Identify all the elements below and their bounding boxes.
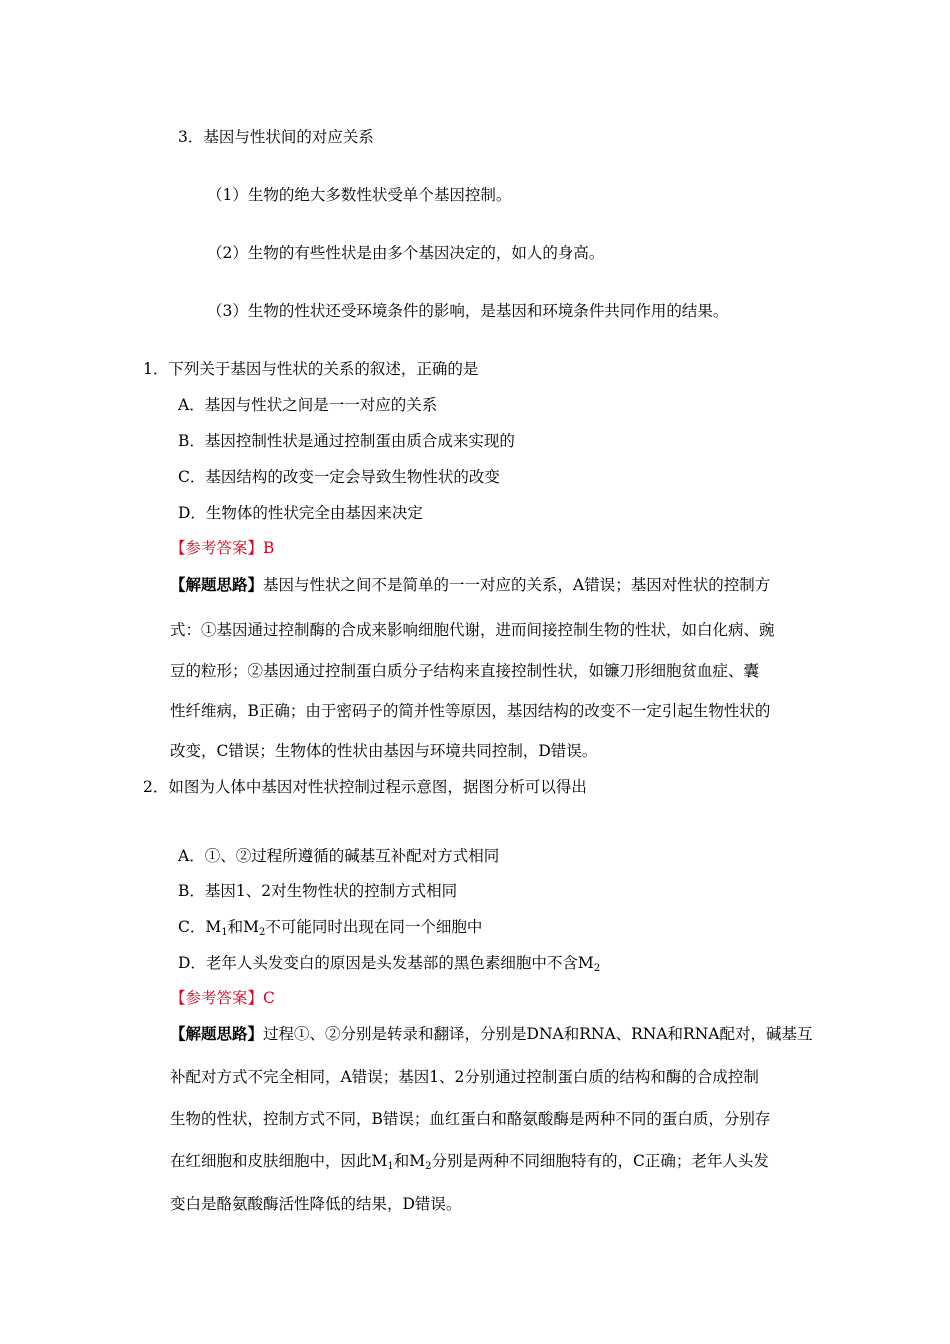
q2-answer-label: 【参考答案】 (170, 989, 264, 1007)
q2-option-d (178, 952, 600, 980)
q2-analysis-label: 【解题思路】 (170, 1024, 264, 1043)
q1-option-c: C．基因结构的改变一定会导致生物性状的改变 (178, 468, 500, 486)
q2-option-c-text: C．M (178, 918, 222, 936)
q2-option-c-text-2: 和M (227, 918, 259, 936)
q2-analysis-line-4 (170, 1150, 769, 1178)
q1-analysis-line-1 (170, 574, 770, 596)
q2-option-b: B．基因1、2对生物性状的控制方式相同 (178, 882, 458, 900)
q2-answer (170, 987, 275, 1009)
section-point-1: （1）生物的绝大多数性状受单个基因控制。 (207, 186, 512, 204)
q2-analysis-text-1: 过程①、②分别是转录和翻译，分别是DNA和RNA、RNA和RNA配对，碱基互 (263, 1025, 813, 1043)
q1-analysis-line-4: 性纤维病，B正确；由于密码子的简并性等原因，基因结构的改变不一定引起生物性状的 (170, 702, 771, 720)
q1-option-d: D．生物体的性状完全由基因来决定 (178, 504, 423, 522)
q2-stem: 2．如图为人体中基因对性状控制过程示意图，据图分析可以得出 (143, 778, 587, 796)
q2-option-d-sub: 2 (593, 963, 601, 974)
q2-analysis-text-4a: 在红细胞和皮肤细胞中，因此M (170, 1152, 388, 1170)
q1-answer (170, 537, 274, 559)
q2-analysis-text-4c: 分别是两种不同细胞特有的，C正确；老年人头发 (431, 1152, 769, 1170)
q2-option-c-sub-1: 1 (221, 927, 228, 938)
section-heading: 3．基因与性状间的对应关系 (178, 128, 374, 146)
q2-option-d-text: D．老年人头发变白的原因是头发基部的黑色素细胞中不含M (178, 954, 594, 972)
q2-analysis-line-1 (170, 1023, 812, 1045)
q2-analysis-sub-1: 1 (387, 1161, 394, 1172)
section-point-2: （2）生物的有些性状是由多个基因决定的，如人的身高。 (207, 244, 605, 262)
q2-option-c (178, 916, 482, 944)
q2-analysis-sub-2: 2 (425, 1161, 432, 1172)
q2-answer-value: C (263, 989, 275, 1007)
q1-analysis-line-3: 豆的粒形；②基因通过控制蛋白质分子结构来直接控制性状，如镰刀形细胞贫血症、囊 (170, 662, 760, 680)
q2-option-c-text-3: 不可能同时出现在同一个细胞中 (265, 918, 483, 936)
q1-option-b: B．基因控制性状是通过控制蛋由质合成来实现的 (178, 432, 515, 450)
section-point-3: （3）生物的性状还受环境条件的影响，是基因和环境条件共同作用的结果。 (207, 302, 729, 320)
q1-analysis-text-1: 基因与性状之间不是简单的一一对应的关系，A错误；基因对性状的控制方 (263, 576, 771, 594)
q1-analysis-label: 【解题思路】 (170, 575, 264, 594)
q1-answer-label: 【参考答案】 (170, 539, 264, 557)
q1-answer-value: B (263, 539, 275, 557)
q1-option-a: A．基因与性状之间是一一对应的关系 (178, 396, 438, 414)
q2-analysis-line-3: 生物的性状，控制方式不同，B错误；血红蛋白和酪氨酸酶是两种不同的蛋白质，分别存 (170, 1110, 771, 1128)
q2-analysis-text-4b: 和M (393, 1152, 426, 1170)
q2-option-a: A．①、②过程所遵循的碱基互补配对方式相同 (178, 847, 500, 865)
q2-option-c-sub-2: 2 (258, 927, 266, 938)
q1-analysis-line-5: 改变，C错误；生物体的性状由基因与环境共同控制，D错误。 (170, 742, 598, 760)
q2-analysis-line-5: 变白是酪氨酸酶活性降低的结果，D错误。 (170, 1195, 462, 1213)
q1-analysis-line-2: 式：①基因通过控制酶的合成来影响细胞代谢，进而间接控制生物的性状，如白化病、豌 (170, 621, 775, 639)
q2-analysis-line-2: 补配对方式不完全相同，A错误；基因1、2分别通过控制蛋白质的结构和酶的合成控制 (170, 1068, 759, 1086)
q1-stem: 1．下列关于基因与性状的关系的叙述，正确的是 (143, 360, 479, 378)
